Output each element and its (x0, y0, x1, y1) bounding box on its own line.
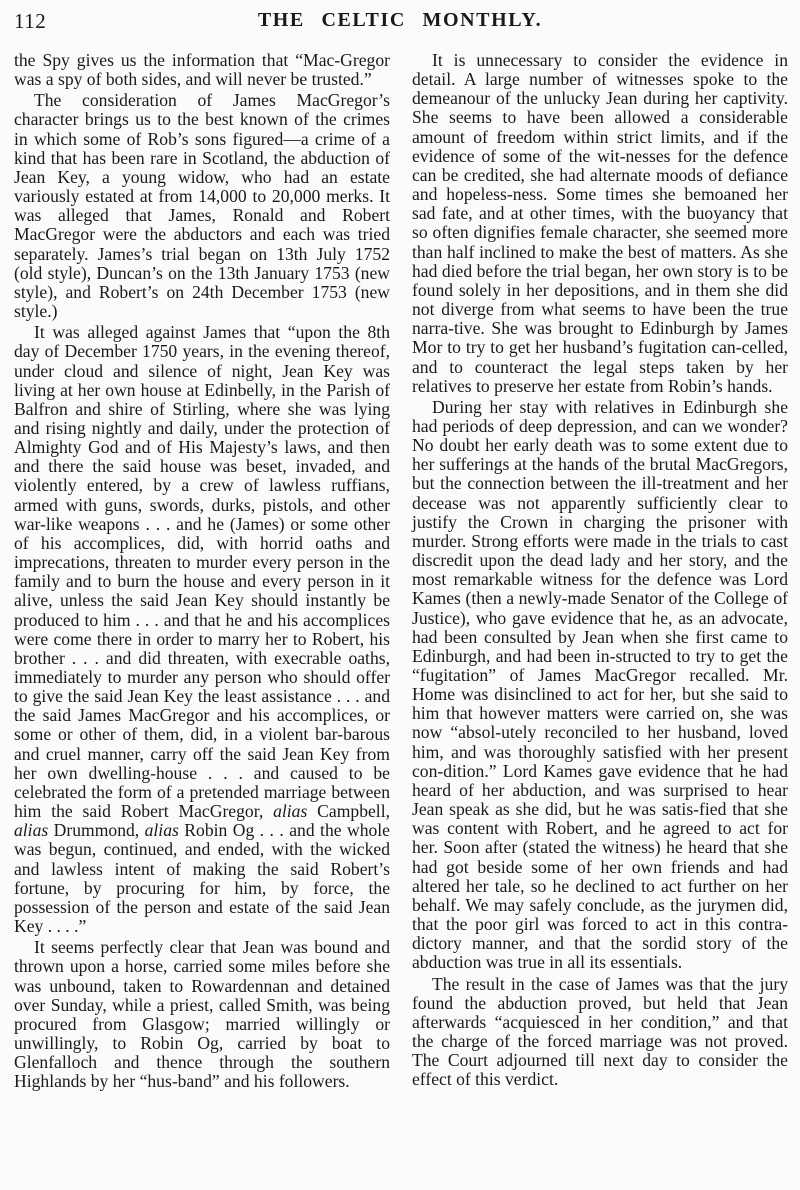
alias-italic-3: alias (144, 820, 179, 841)
paragraph-bound-horse: It seems perfectly clear that Jean was bound and thrown upon a horse, carried some miles before she was unbound, taken to Rowardennan and detained over Sunday, while a priest, called Smith, was being procured from Glasgow; married willingly or unwillingly, to Robin Og, carried by boat to Glenfalloch and thence through the southern Highlands by her “hus-band” and his followers. (14, 937, 390, 1092)
alias-name-campbell: Campbell, (307, 801, 390, 822)
paragraph-indictment (14, 323, 390, 936)
paragraph-edinburgh-stay: During her stay with relatives in Edinburgh she had periods of deep depression, and can we wonder? No doubt her early death was to some extent due to her sufferings at the hands of the brutal MacGregors, but the connection between the ill-treatment and her decease was not apparently sufficiently clear to justify the Crown in charging the prisoner with murder. Strong efforts were made in the trials to cast discredit upon the dead lady and her story, and the most remarkable witness for the defence was Lord Kames (then a newly-made Senator of the College of Justice), who gave evidence that he, as an advocate, had been consulted by Jean when she first came to Edinburgh, and had been in-structed to try to get the “fugitation” of James MacGregor recalled. Mr. Home was disinclined to act for her, but she said to him that however matters were carried on, she was now “absol-utely reconciled to her husband, loved him, and was thoroughly satisfied with her present con-dition.” Lord Kames gave evidence that he had heard of her abduction, and was surprised to hear Jean speak as she did, but he was satis-fied that she was content with Robert, and he agreed to act for her. Soon after (stated the witness) he heard that she had got beside some of her own friends and had altered her tale, so he declined to act further on her behalf. We may safely conclude, as the jurymen did, that the poor girl was forced to act in this contra-dictory manner, and that the sordid story of the abduction was true in all its essentials. (412, 396, 788, 973)
indictment-text: It was alleged against James that “upon the 8th day of December 1750 years, in the evening thereof, under cloud and silence of night, Jean Key was living at her own house at Edinbelly, in the Parish of Balfron and shire of Stirling, where she was lying and rising nightly and daily, under the protection of Almighty God and of His Majesty’s laws, and then and there the said house was beset, invaded, and violently entered, by a crew of lawless ruffians, armed with guns, swords, durks, pistols, and other war-like weapons . . . and he (James) or some other of his accomplices, did, with horrid oaths and imprecations, threaten to murder every person in the family and to burn the house and every person in it alive, unless the said Jean Key should instantly be produced to him . . . and that he and his accomplices were come there in order to marry her to Robert, his brother . . . and did threaten, with execrable oaths, immediately to murder any person who should offer to give the said Jean Key the least assistance . . . and the said James MacGregor and his accomplices, or some or other of them, did, in a violent bar-barous and cruel manner, carry off the said Jean Key from her own dwelling-house . . . and caused to be celebrated the form of a pretended marriage between him the said Robert MacGregor, (14, 322, 390, 822)
journal-title: THE CELTIC MONTHLY. (257, 9, 543, 31)
alias-italic-1: alias (273, 801, 308, 822)
page-number: 112 (14, 9, 47, 33)
running-head (14, 9, 786, 33)
alias-italic-2: alias (14, 820, 49, 841)
indictment-ending: Robin Og . . . and the whole was begun, continued, and ended, with the wicked and lawless intent of making the said Robert’s fortune, by procuring for him, by force, the possession of the person and estate of the said Jean Key . . . .” (14, 820, 390, 937)
paragraph-verdict: The result in the case of James was that the jury found the abduction proved, but held that Jean afterwards “acquiesced in her condition,” and that the charge of the forced marriage was not proved. The Court adjourned till next day to consider the effect of this verdict. (412, 973, 788, 1090)
left-column (14, 51, 390, 1091)
paragraph-spy-continuation: the Spy gives us the information that “Mac-Gregor was a spy of both sides, and will never be trusted.” (14, 50, 390, 90)
right-column (412, 51, 788, 1089)
paragraph-evidence: It is unnecessary to consider the evidence in detail. A large number of witnesses spoke to the demeanour of the unlucky Jean during her captivity. She seems to have been allowed a considerable amount of freedom within strict limits, and if the evidence of some of the wit-nesses for the defence can be credited, she had alternate moods of defiance and hopeless-ness. Some times she bemoaned her sad fate, and at other times, with the buoyancy that so often dignifies female character, she seemed more than half inclined to make the best of matters. As she had died before the trial began, her own story is to be found solely in her depositions, and in them she did not diverge from what seems to have been the true narra-tive. She was brought to Edinburgh by James Mor to try to get her husband’s fugitation can-celled, and to counteract the legal steps taken by her relatives to preserve her estate from Robin’s hands. (412, 50, 788, 396)
paragraph-consideration: The consideration of James MacGregor’s character brings us to the best known of the crimes in which some of Rob’s sons figured—a crime of a kind that has been rare in Scotland, the abduction of Jean Key, a young widow, who had an estate variously estated at from 14,000 to 20,000 merks. It was alleged that James, Ronald and Robert MacGregor were the abductors and each was tried separately. James’s trial began on 13th July 1752 (old style), Duncan’s on the 13th January 1753 (new style), and Robert’s on 24th December 1753 (new style.) (14, 90, 390, 322)
alias-name-drummond: Drummond, (48, 820, 145, 841)
